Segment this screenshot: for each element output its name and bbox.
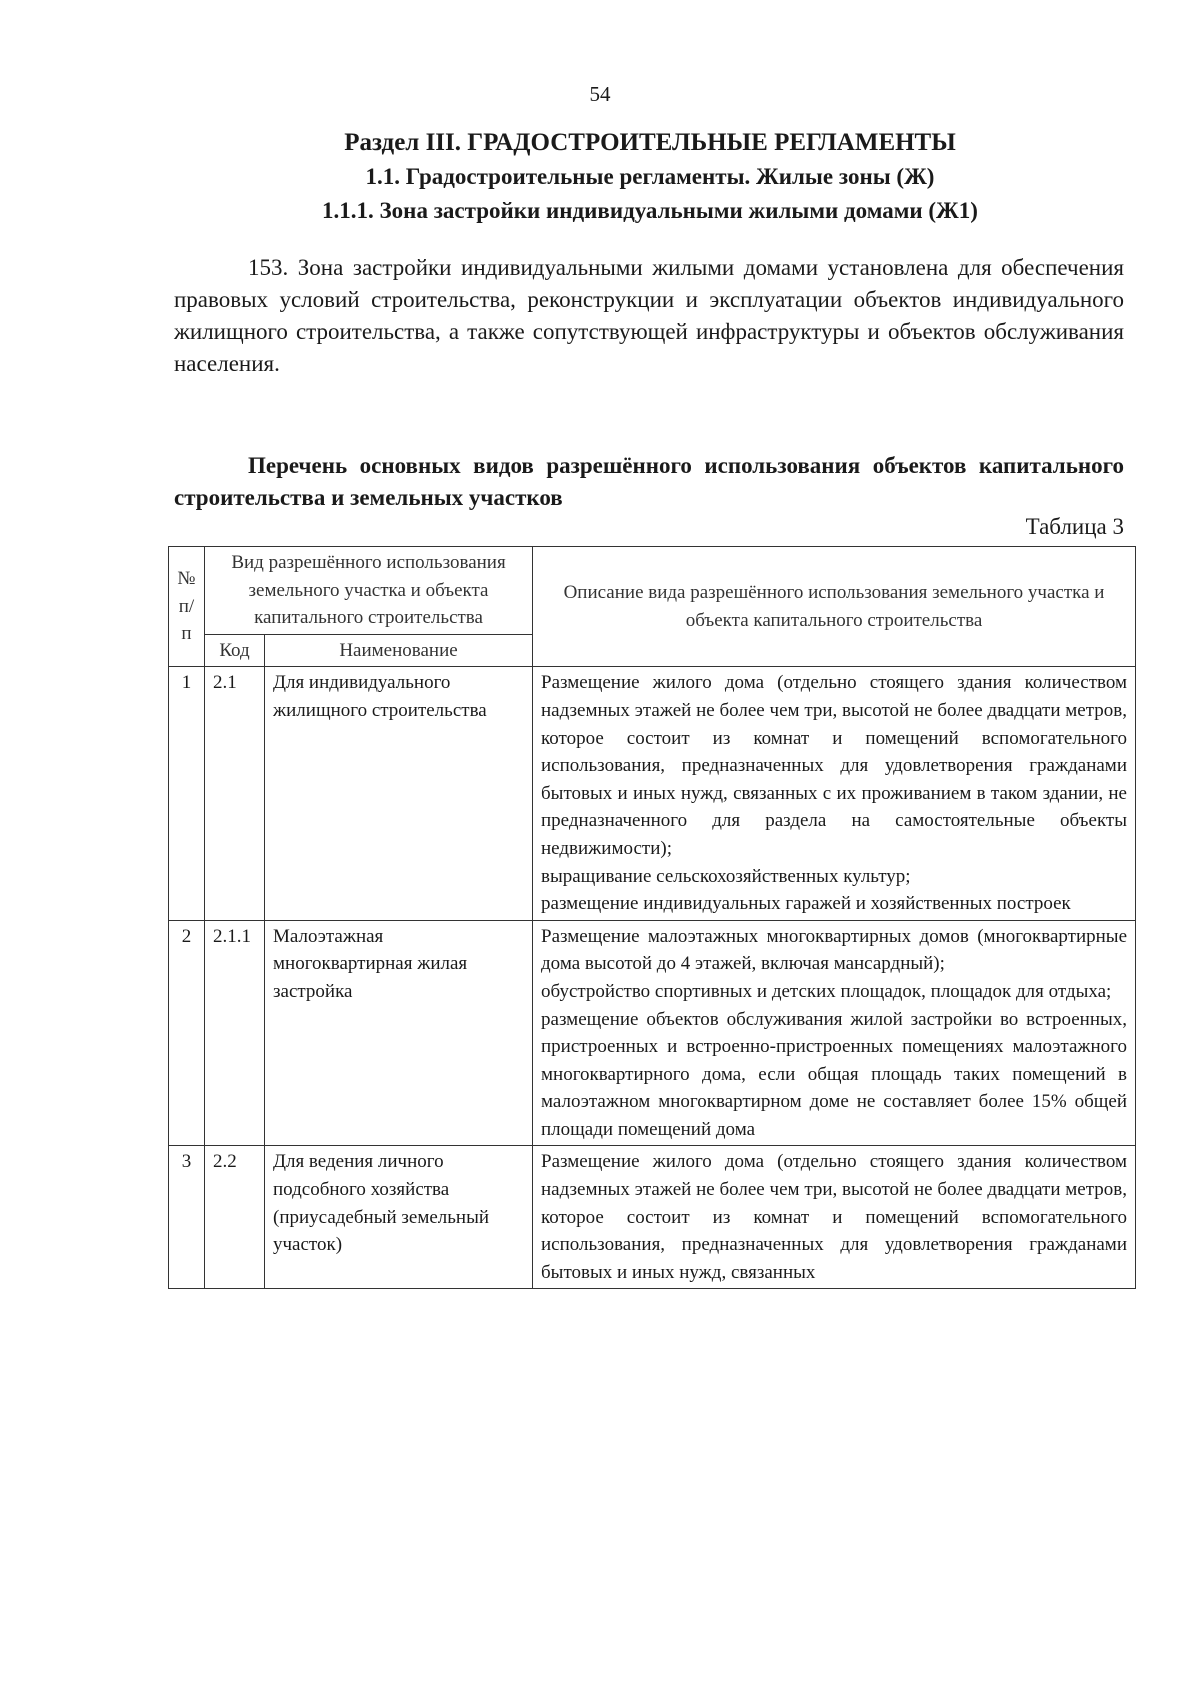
header-description: Описание вида разрешённого использования земельного участка и объекта капитального строительства [533, 547, 1136, 667]
permitted-uses-list-title: Перечень основных видов разрешённого использования объектов капитального строительства и земельных участков [174, 453, 1124, 510]
row-name: Для индивидуального жилищного строительства [265, 667, 533, 920]
subsection-heading: 1.1. Градостроительные регламенты. Жилые зоны (Ж) [365, 164, 935, 189]
section-heading: Раздел III. ГРАДОСТРОИТЕЛЬНЫЕ РЕГЛАМЕНТЫ [344, 129, 956, 156]
row-description [533, 1146, 1136, 1289]
row-num: 1 [169, 667, 205, 920]
description-line: Размещение жилого дома (отдельно стоящего здания количеством надземных этажей не более чем три, высотой не более двадцати метров, которое состоит из комнат и помещений вспомогательного использования, предназначенных для удовлетворения гражданами бытовых и иных нужд, связанных с их проживанием в таком здании, не предназначенного для раздела на самостоятельные объекты недвижимости); [541, 672, 1127, 859]
row-description [533, 920, 1136, 1146]
zone-heading: 1.1.1. Зона застройки индивидуальными жилыми домами (Ж1) [322, 198, 978, 223]
zone-description-paragraph: 153. Зона застройки индивидуальными жилыми домами установлена для обеспечения правовых условий строительства, реконструкции и эксплуатации объектов индивидуального жилищного строительства, а также сопутствующей инфраструктуры и объектов обслуживания населения. [174, 255, 1124, 376]
header-code: Код [205, 634, 265, 667]
row-name: Малоэтажная многоквартирная жилая застройка [265, 920, 533, 1146]
table-caption: Таблица 3 [1025, 514, 1124, 539]
table-row [169, 667, 1136, 920]
row-num: 3 [169, 1146, 205, 1289]
header-name: Наименование [265, 634, 533, 667]
description-line: выращивание сельскохозяйственных культур; [541, 865, 911, 887]
table-row [169, 1146, 1136, 1289]
description-line: обустройство спортивных и детских площадок, площадок для отдыха; [541, 980, 1112, 1002]
page-number: 54 [589, 82, 611, 106]
description-line: размещение объектов обслуживания жилой застройки во встроенных, пристроенных и встроенно-пристроенных помещениях малоэтажного многоквартирного дома, если общая площадь таких помещений в малоэтажном многоквартирном доме не составляет более 15% общей площади помещений дома [541, 1008, 1127, 1140]
table-row [169, 920, 1136, 1146]
description-line: Размещение малоэтажных многоквартирных домов (многоквартирные дома высотой до 4 этажей, включая мансардный); [541, 925, 1127, 975]
description-line: размещение индивидуальных гаражей и хозяйственных построек [541, 893, 1071, 915]
row-num: 2 [169, 920, 205, 1146]
permitted-uses-table [168, 546, 1136, 1289]
row-code: 2.1 [205, 667, 265, 920]
row-code: 2.2 [205, 1146, 265, 1289]
header-num: № п/п [169, 547, 205, 667]
table-header-row [169, 547, 1136, 635]
row-name: Для ведения личного подсобного хозяйства (приусадебный земельный участок) [265, 1146, 533, 1289]
row-description [533, 667, 1136, 920]
headings [0, 126, 1200, 228]
description-line: Размещение жилого дома (отдельно стоящего здания количеством надземных этажей не более чем три, высотой не более двадцати метров, которое состоит из комнат и помещений вспомогательного использования, предназначенных для удовлетворения гражданами бытовых и иных нужд, связанных [541, 1151, 1127, 1283]
header-group: Вид разрешённого использования земельного участка и объекта капитального строительства [205, 547, 533, 635]
row-code: 2.1.1 [205, 920, 265, 1146]
